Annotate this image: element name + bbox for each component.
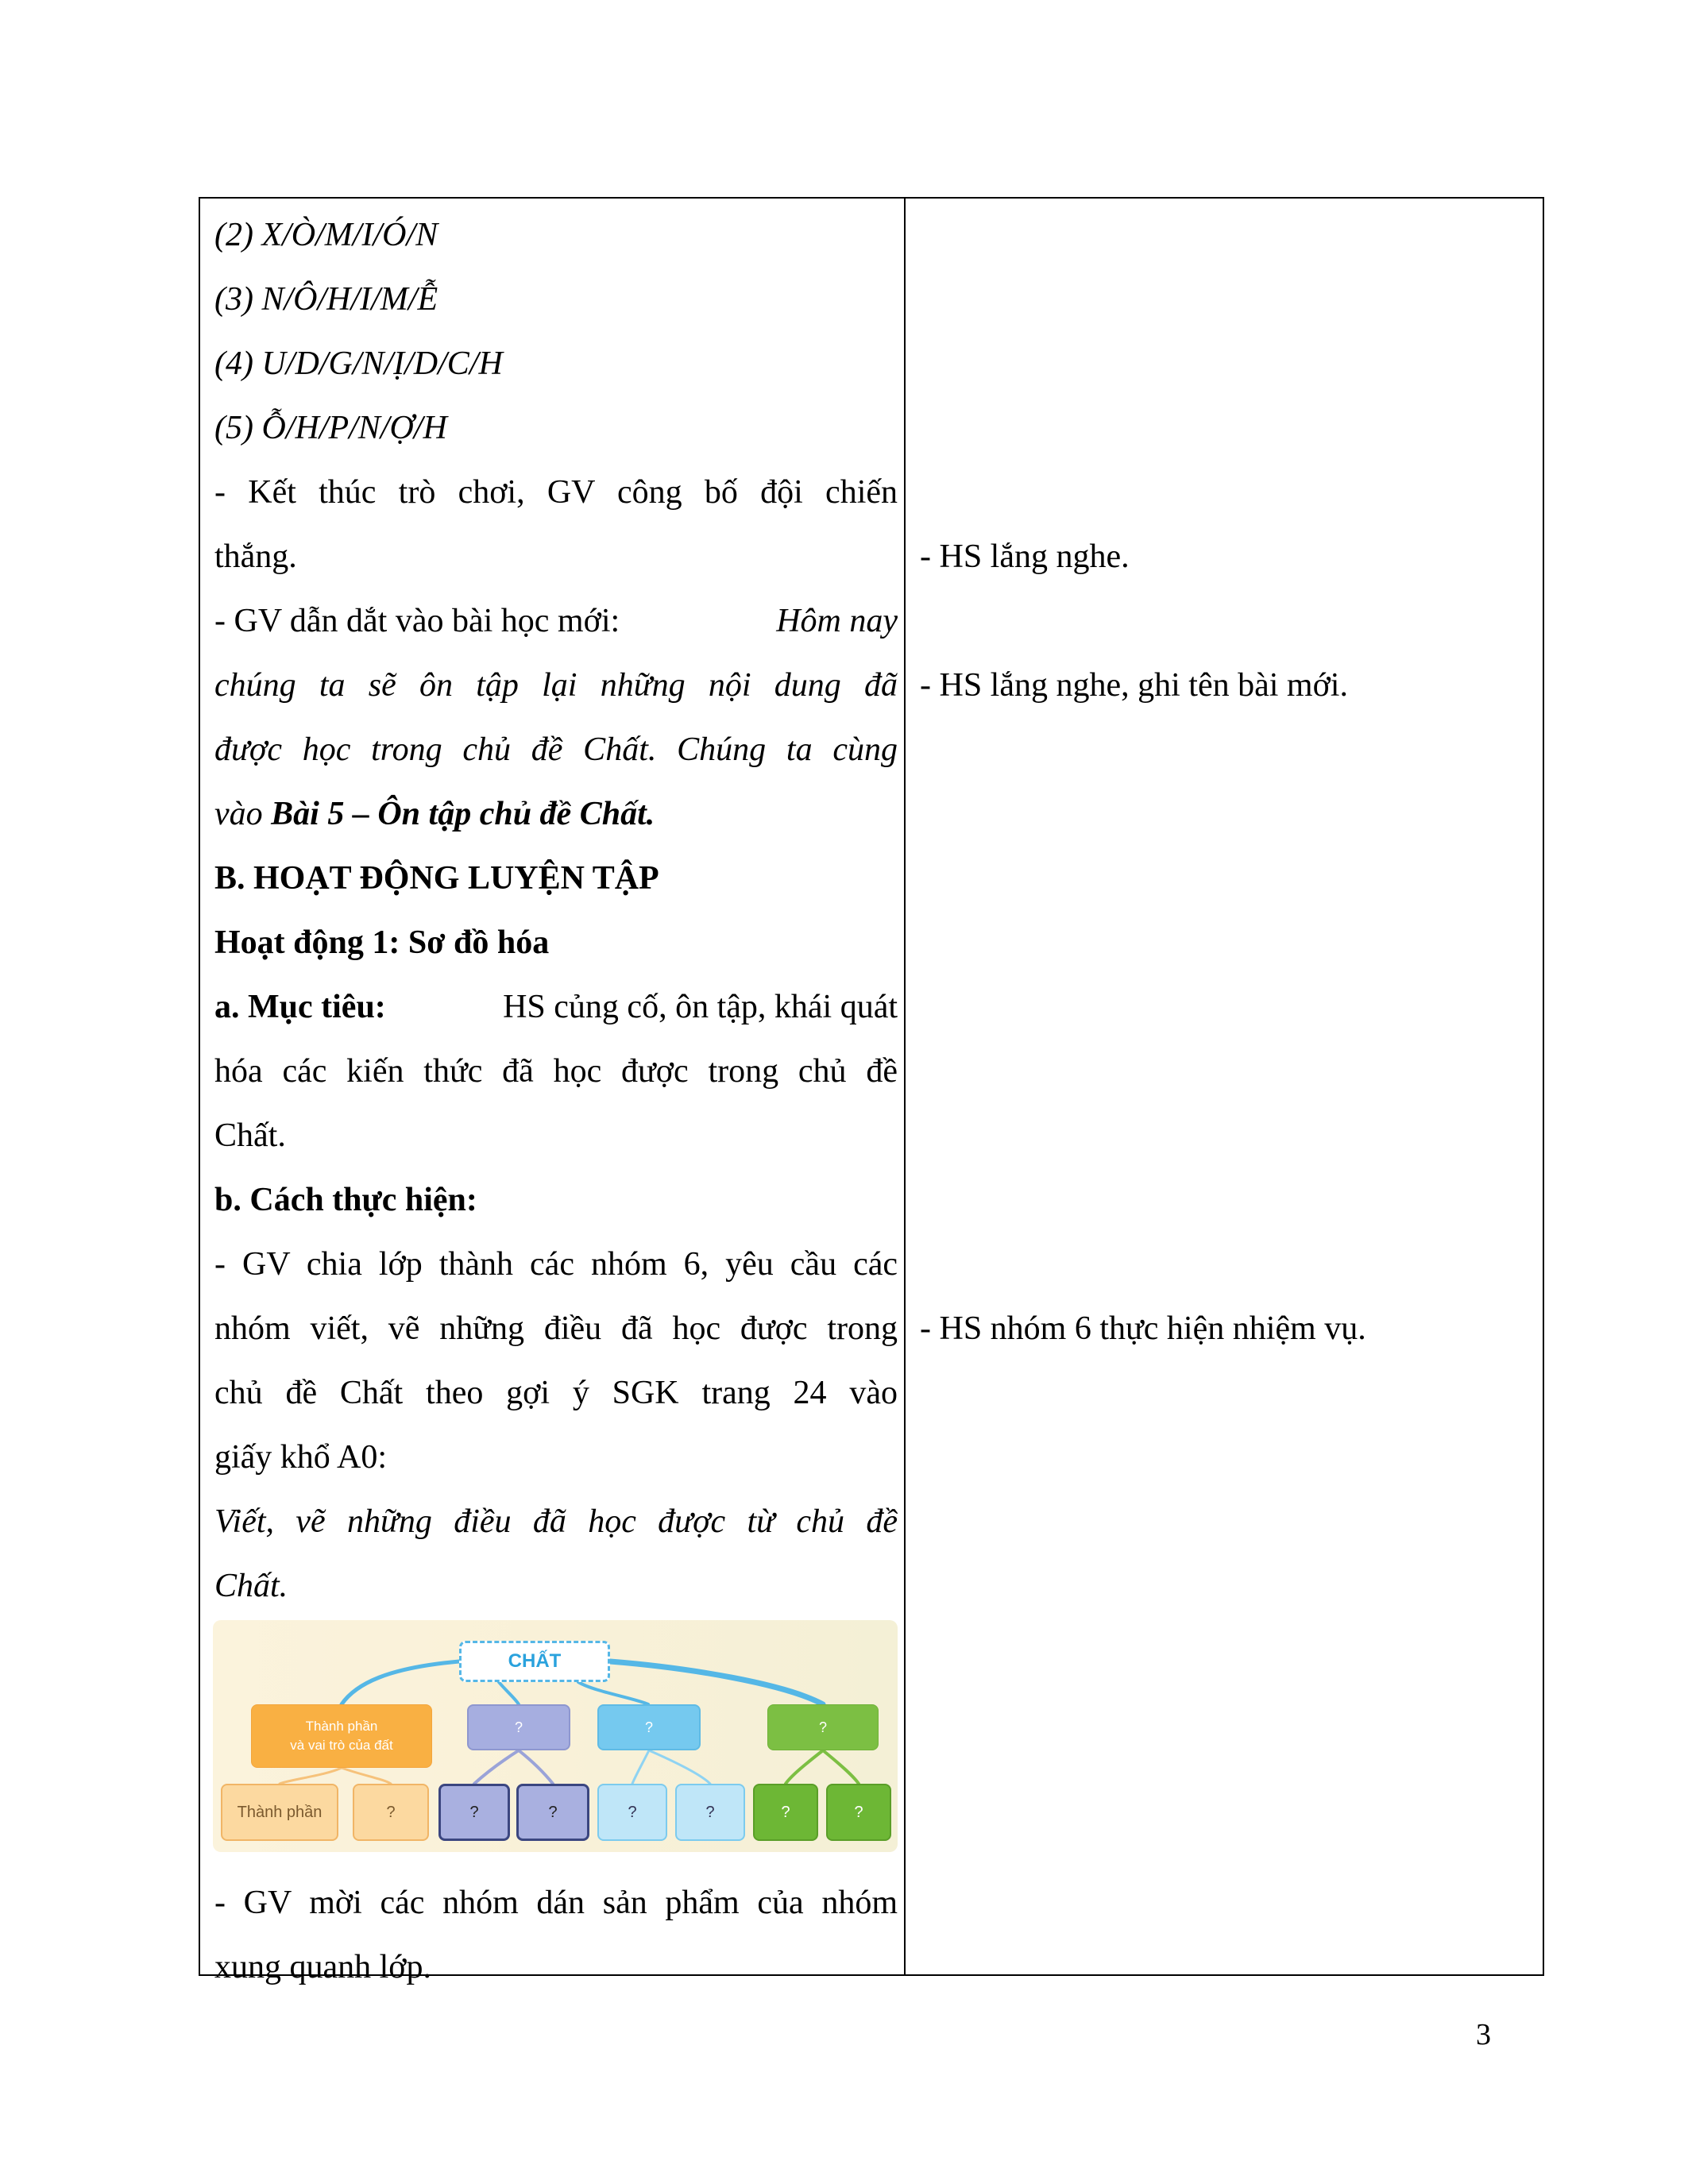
puzzle-line-2: (2) X/Ò/M/I/Ó/N bbox=[214, 217, 438, 253]
section-heading: B. HOẠT ĐỘNG LUYỆN TẬP bbox=[214, 860, 659, 897]
leaf-composition: Thành phần bbox=[221, 1784, 338, 1841]
intro-italic-2: được học trong chủ đề Chất. Chúng ta cùng bbox=[214, 731, 898, 768]
student-activities-column bbox=[920, 203, 1524, 1361]
method-text-4: giấy khổ A0: bbox=[214, 1439, 387, 1476]
branch-green: ? bbox=[767, 1704, 879, 1750]
leaf-lavender-2: ? bbox=[516, 1784, 589, 1841]
leaf-orange-2: ? bbox=[353, 1784, 429, 1841]
leaf-lavender-1: ? bbox=[438, 1784, 510, 1841]
student-line-2: - HS lắng nghe, ghi tên bài mới. bbox=[920, 667, 1348, 704]
method-text-3: chủ đề Chất theo gợi ý SGK trang 24 vào bbox=[214, 1375, 898, 1411]
leaf-sky-2: ? bbox=[675, 1784, 745, 1841]
branch-soil-composition bbox=[251, 1704, 432, 1768]
intro-vao: vào bbox=[214, 796, 263, 832]
branch-lavender: ? bbox=[467, 1704, 570, 1750]
puzzle-line-3: (3) N/Ô/H/I/M/Ễ bbox=[214, 281, 438, 318]
teacher-activities-column bbox=[214, 203, 898, 1619]
puzzle-line-5: (5) Ỗ/H/P/N/Ợ/H bbox=[214, 410, 447, 446]
intro-italic-1: chúng ta sẽ ôn tập lại những nội dung đã bbox=[214, 667, 898, 704]
task-text-1: Viết, vẽ những điều đã học được từ chủ đề bbox=[214, 1503, 898, 1540]
method-text-1: - GV chia lớp thành các nhóm 6, yêu cầu các bbox=[214, 1246, 898, 1283]
game-end-text-cont: thắng. bbox=[214, 538, 297, 575]
game-end-text: - Kết thúc trò chơi, GV công bố đội chiến bbox=[214, 474, 898, 511]
objective-label: a. Mục tiêu: bbox=[214, 989, 386, 1025]
intro-line bbox=[214, 589, 898, 654]
lesson-title: Bài 5 – Ôn tập chủ đề Chất. bbox=[271, 796, 655, 832]
page-number: 3 bbox=[1476, 2018, 1491, 2051]
objective-text-2: hóa các kiến thức đã học được trong chủ đề bbox=[214, 1053, 898, 1090]
objective-text: HS củng cố, ôn tập, khái quát bbox=[503, 989, 898, 1025]
column-divider bbox=[904, 199, 906, 1974]
intro-lead: - GV dẫn dắt vào bài học mới: bbox=[214, 603, 620, 639]
teacher-activities-bottom bbox=[214, 1871, 898, 2000]
student-line-1: - HS lắng nghe. bbox=[920, 538, 1130, 575]
puzzle-line-4: (4) U/D/G/N/Ị/D/C/H bbox=[214, 345, 503, 382]
mind-map-figure bbox=[213, 1620, 898, 1852]
intro-lesson-line bbox=[214, 782, 898, 847]
method-text-2: nhóm viết, vẽ những điều đã học được trong bbox=[214, 1310, 898, 1347]
leaf-green-2: ? bbox=[826, 1784, 891, 1841]
leaf-sky-1: ? bbox=[597, 1784, 667, 1841]
leaf-green-1: ? bbox=[753, 1784, 818, 1841]
mind-map-root: CHẤT bbox=[459, 1641, 610, 1682]
task-text-2: Chất. bbox=[214, 1568, 288, 1604]
objective-text-3: Chất. bbox=[214, 1117, 286, 1154]
closing-text-1: - GV mời các nhóm dán sản phẩm của nhóm bbox=[214, 1885, 898, 1921]
student-line-3: - HS nhóm 6 thực hiện nhiệm vụ. bbox=[920, 1310, 1366, 1347]
activity-heading: Hoạt động 1: Sơ đồ hóa bbox=[214, 924, 550, 961]
closing-text-2: xung quanh lớp. bbox=[214, 1949, 432, 1985]
branch-sky: ? bbox=[597, 1704, 701, 1750]
method-heading: b. Cách thực hiện: bbox=[214, 1182, 477, 1218]
intro-italic-start: Hôm nay bbox=[776, 603, 898, 639]
objective-line bbox=[214, 975, 898, 1040]
branch-soil-label: Thành phần và vai trò của đất bbox=[290, 1719, 393, 1753]
